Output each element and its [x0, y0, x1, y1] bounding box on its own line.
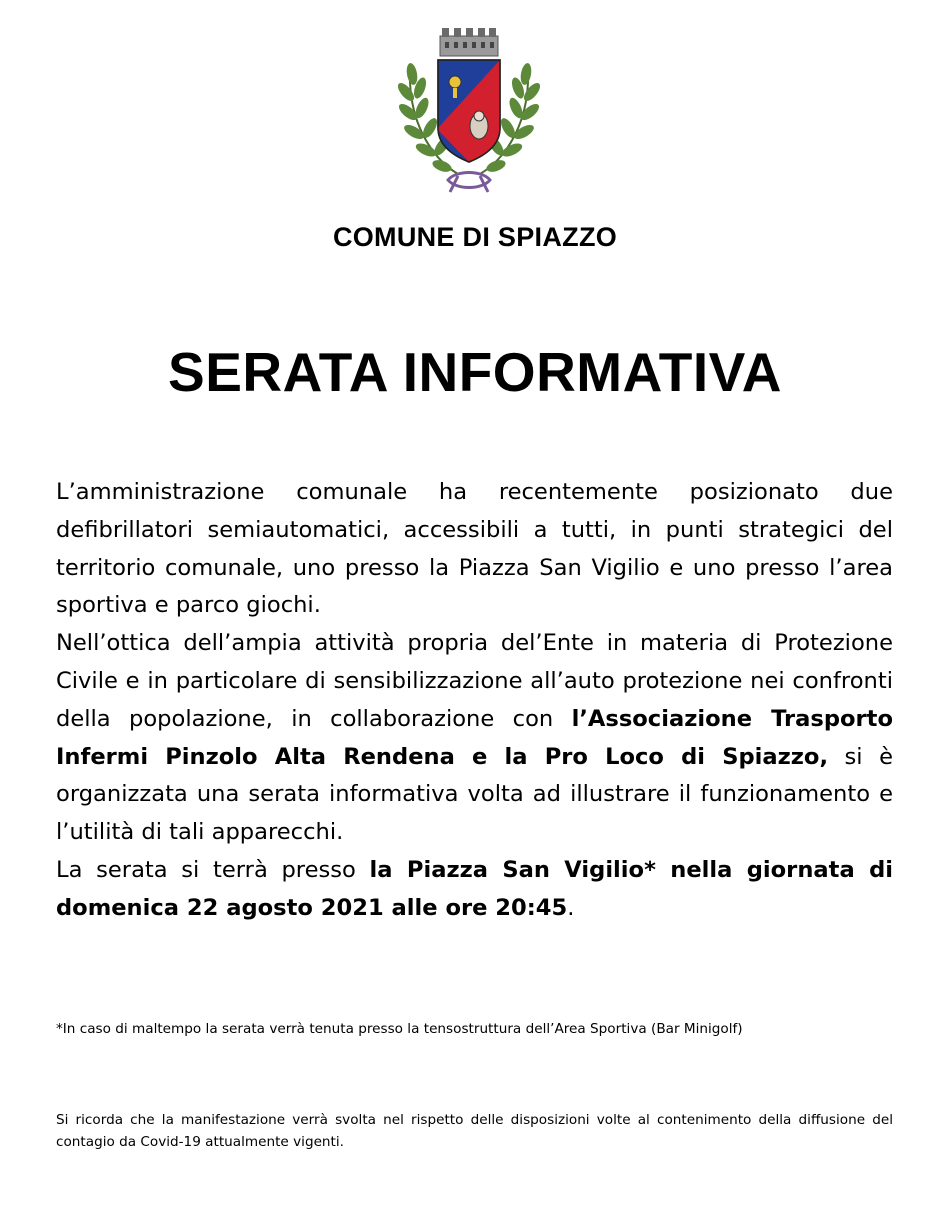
paragraph-event-details [56, 852, 893, 928]
partners-names: l’Associazione Trasporto Infermi Pinzolo Alta Rendena e la Pro Loco di Spiazzo, [56, 705, 893, 770]
announcement-body [56, 474, 893, 928]
paragraph-text: . [567, 894, 575, 921]
municipality-name: COMUNE DI SPIAZZO [332, 222, 618, 252]
bad-weather-footnote: *In caso di maltempo la serata verrà tenuta presso la tensostruttura dell’Area Sportiva (Bar Minigolf) [56, 1021, 743, 1037]
paragraph-defibrillators: L’amministrazione comunale ha recentemente posizionato due defibrillatori semiautomatici, accessibili a tutti, in punti strategici del territorio comunale, uno presso la Piazza San Vigilio e uno presso l’area sportiva e parco giochi. [56, 479, 893, 619]
covid-disclaimer: Si ricorda che la manifestazione verrà svolta nel rispetto delle disposizioni volte al contenimento della diffusione del contagio da Covid-19 attualmente vigenti. [56, 1112, 893, 1150]
page-title: SERATA INFORMATIVA [168, 341, 782, 403]
paragraph-collaboration [56, 625, 893, 852]
paragraph-text: Nell’ottica dell’ampia attività propria del’Ente in materia di Protezione Civile e in particolare di sensibilizzazione all’auto protezione nei confronti della popolazione, in collaborazione con [56, 630, 893, 732]
paragraph-text: La serata si terrà presso [56, 856, 370, 883]
coat-of-arms-icon [398, 24, 540, 194]
event-location-date: la Piazza San Vigilio* nella giornata di domenica 22 agosto 2021 alle ore 20:45 [56, 856, 893, 921]
paragraph-text: si è organizzata una serata informativa volta ad illustrare il funzionamento e l’utilità di tali apparecchi. [56, 743, 893, 846]
